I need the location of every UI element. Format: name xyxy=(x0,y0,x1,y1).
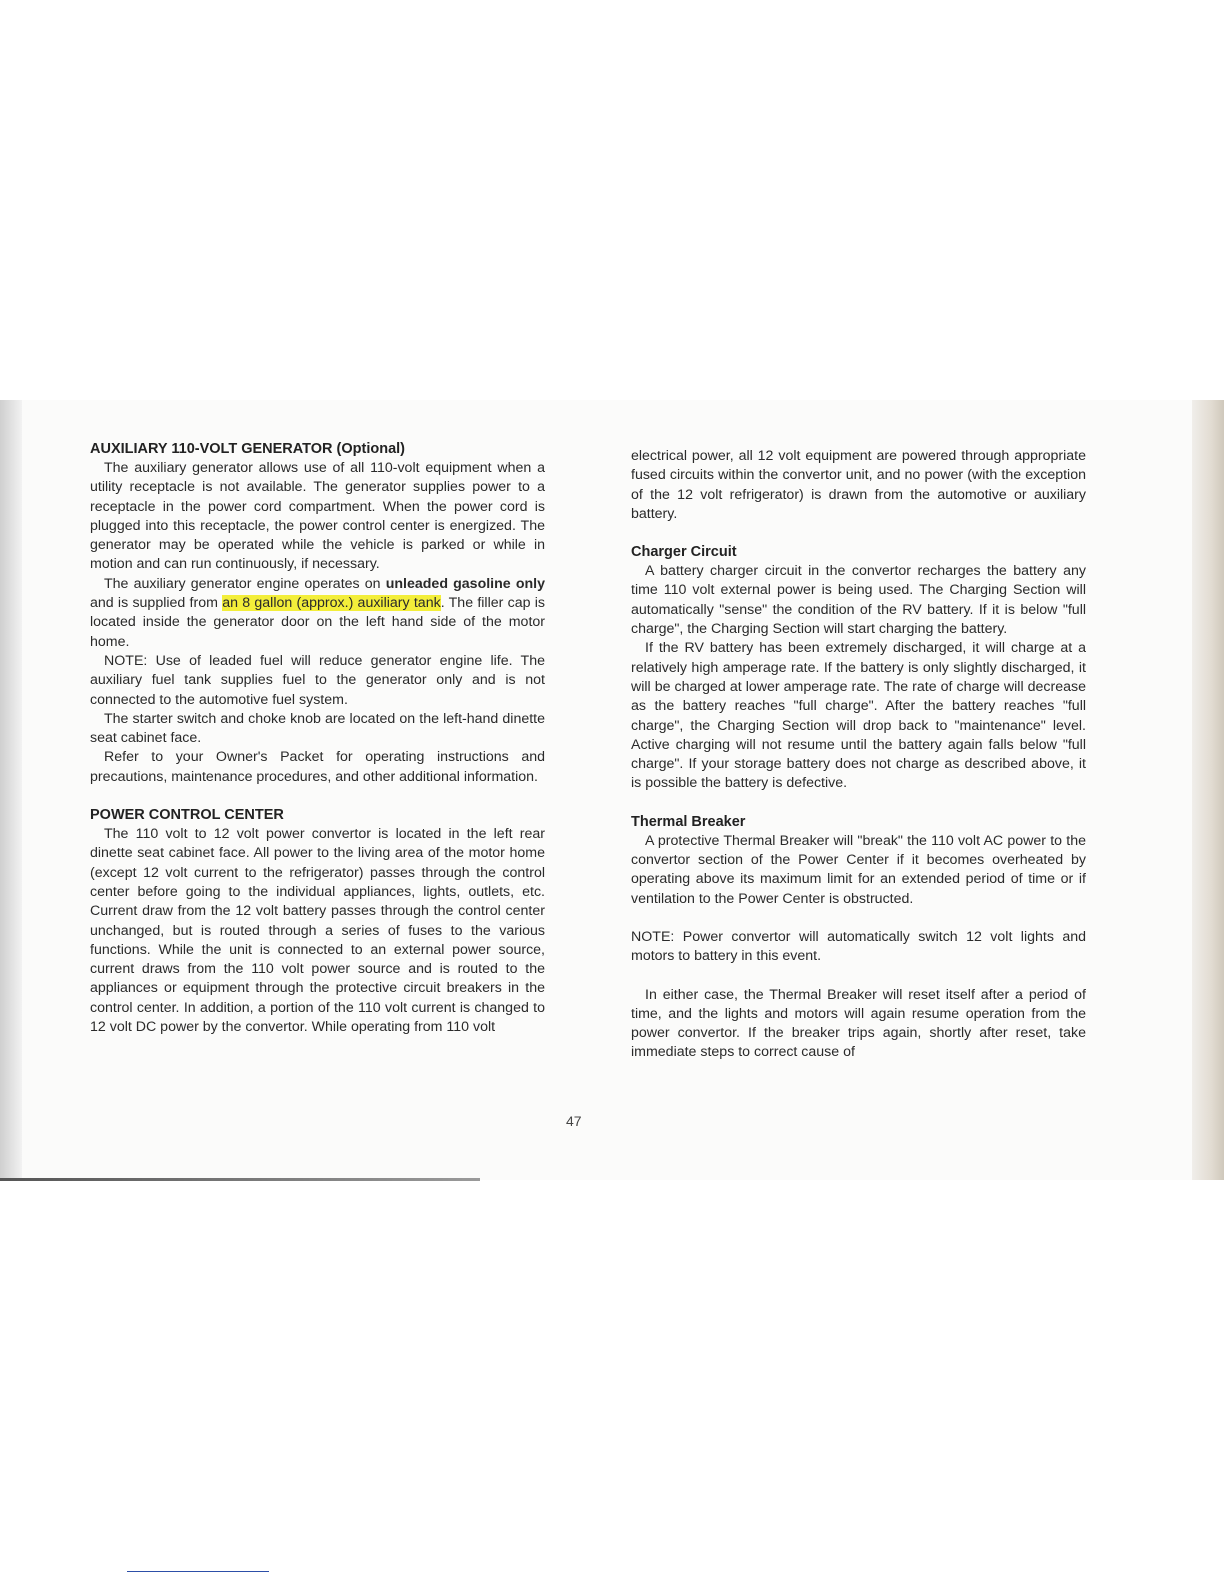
paragraph: A protective Thermal Breaker will "break" the 110 volt AC power to the convertor section of the Power Center if it becomes overheated by operating above its maximum limit for an extended period of time or if ventilation to the Power Center is obstructed. xyxy=(631,832,1086,907)
highlighted-text: an 8 gallon (approx.) auxiliary tank xyxy=(222,595,441,612)
paragraph: A battery charger circuit in the convertor recharges the battery any time 110 volt external power is being used. The Charging Section will automatically "sense" the condition of the RV battery. If it is below "full charge", the Charging Section will start charging the battery. xyxy=(631,563,1086,638)
section-heading-thermal: Thermal Breaker xyxy=(631,813,746,830)
paragraph-continued: electrical power, all 12 volt equipment are powered through appropriate fused circuits within the convertor unit, and no power (with the exception of the 12 volt refrigerator) is drawn from the automotive or auxiliary battery. xyxy=(631,448,1086,522)
section-heading-generator: AUXILIARY 110-VOLT GENERATOR (Optional) xyxy=(90,441,405,457)
paragraph: The 110 volt to 12 volt power convertor is located in the left rear dinette seat cabinet face. All power to the living area of the motor home (except 12 volt current to the refrigerator) passes through the control center before going to the individual appliances, lights, outlets, etc. Current draw from the 12 volt battery passes through the control center unchanged, but is routed through a series of fuses to the various functions. While the unit is connected to an external power source, current draws from the 110 volt power source and is routed to the appliances or equipment through the protective circuit breakers in the control center. In addition, a portion of the 110 volt current is changed to 12 volt DC power by the convertor. While operating from 110 volt xyxy=(90,826,545,1036)
text-run: and is supplied from xyxy=(90,595,223,612)
paragraph: If the RV battery has been extremely discharged, it will charge at a relatively high amperage rate. If the battery is only slightly discharged, it will be charged at lower amperage rate. The rate of charge will decrease as the battery reaches "full charge". After the battery reaches "full charge", the Charging Section will drop back to "maintenance" level. Active charging will not resume until the battery again falls below "full charge". If your storage battery does not charge as described above, it is possible the battery is defective. xyxy=(631,640,1086,792)
page-gutter-shadow xyxy=(0,400,22,1180)
paragraph: Refer to your Owner's Packet for operating instructions and precautions, maintenance procedures, and other additional information. xyxy=(90,749,545,785)
footer-rule xyxy=(127,1571,269,1572)
page-number: 47 xyxy=(566,1113,582,1129)
paragraph: The auxiliary generator allows use of all 110-volt equipment when a utility receptacle is not available. The generator supplies power to a receptacle in the power cord compartment. When the power cord is plugged into this receptacle, the power control center is energized. The generator may be operated while the vehicle is parked or while in motion and can run continuously, if necessary. xyxy=(90,460,545,573)
left-column xyxy=(90,440,545,1037)
text-run: . The filler cap is located inside the generator door on the left hand side of the motor home. xyxy=(90,595,545,650)
section-heading-charger: Charger Circuit xyxy=(631,544,737,561)
paragraph: The starter switch and choke knob are located on the left-hand dinette seat cabinet face. xyxy=(90,710,545,747)
paragraph-note: NOTE: Power convertor will automatically switch 12 volt lights and motors to battery in this event. xyxy=(631,928,1086,965)
text-run: The auxiliary generator engine operates on xyxy=(104,575,386,592)
page-edge xyxy=(1192,400,1224,1180)
section-heading-power-control: POWER CONTROL CENTER xyxy=(90,807,284,824)
paragraph: In either case, the Thermal Breaker will reset itself after a period of time, and the lights and motors will again resume operation from the power convertor. If the breaker trips again, shortly after reset, take immediate steps to correct cause of xyxy=(631,986,1086,1061)
right-column xyxy=(631,447,1086,1063)
bold-text: unleaded gasoline only xyxy=(385,575,545,592)
paragraph-note: NOTE: Use of leaded fuel will reduce generator engine life. The auxiliary fuel tank supplies fuel to the generator only and is not connected to the automotive fuel system. xyxy=(90,652,545,708)
paragraph-fuel xyxy=(90,575,545,652)
page-bottom-edge xyxy=(0,1178,480,1181)
